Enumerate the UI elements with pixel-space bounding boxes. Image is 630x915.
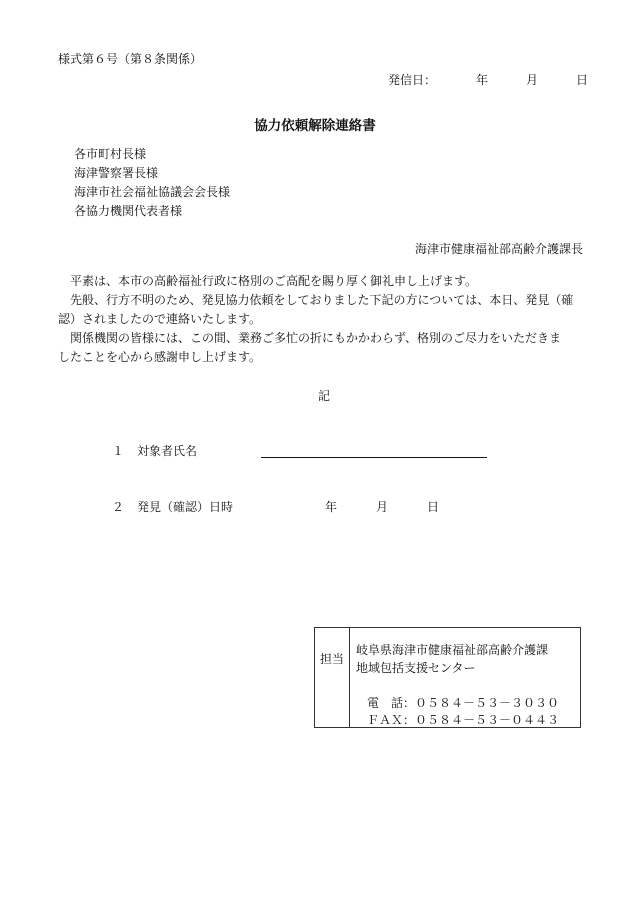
issue-date-year-unit: 年 (476, 73, 489, 87)
issue-date-month-unit: 月 (526, 73, 539, 87)
body-text (58, 272, 591, 367)
contact-fax (367, 712, 559, 728)
sender-name: 海津市健康福祉部高齢介護課長 (414, 242, 583, 256)
body-paragraph-1: 平素は、本市の高齢福祉行政に格別のご高配を賜り厚く御礼申し上げます。 (58, 274, 478, 288)
item-2-day-unit: 日 (427, 500, 440, 514)
contact-divider (349, 628, 350, 727)
item-2-year-unit: 年 (325, 500, 338, 514)
body-paragraph-2-line-1: 先般、行方不明のため、発見協力依頼をしておりました下記の方については、本日、発見（確 (58, 293, 574, 307)
body-paragraph-2-line-2: 認）されましたので連絡いたします。 (58, 312, 262, 326)
addressee-line: 海津警察署長様 (74, 166, 159, 180)
item-1-label: 対象者氏名 (137, 444, 198, 458)
item-2-number: ２ (112, 500, 125, 514)
form-number: 様式第６号（第８条関係） (58, 52, 203, 66)
document-title: 協力依頼解除連絡書 (254, 118, 376, 134)
item-1-number: １ (112, 444, 125, 458)
fax-number: ０５８４－５３－０４４３ (415, 713, 560, 727)
body-paragraph-3-line-1: 関係機関の皆様には、この間、業務ご多忙の折にもかかわらず、格別のご尽力をいただきま (58, 331, 562, 345)
phone-number: ０５８４－５３－３０３０ (415, 696, 560, 710)
item-2-month-unit: 月 (376, 500, 389, 514)
contact-center: 地域包括支援センター (356, 661, 476, 675)
addressee-line: 各市町村長様 (74, 147, 147, 161)
addressee-line: 海津市社会福祉協議会会長様 (74, 185, 231, 199)
contact-box (314, 627, 581, 728)
name-entry-line[interactable] (261, 457, 487, 458)
addressee-line: 各協力機関代表者様 (74, 204, 183, 218)
issue-date-label: 発信日： (388, 73, 437, 87)
body-paragraph-3-line-2: したことを心から感謝申し上げます。 (58, 350, 262, 364)
item-2-label: 発見（確認）日時 (137, 500, 234, 514)
contact-department: 岐阜県海津市健康福祉部高齢介護課 (356, 643, 549, 657)
issue-date-day-unit: 日 (576, 73, 589, 87)
contact-phone (367, 695, 559, 711)
contact-label: 担当 (320, 652, 345, 666)
fax-label: ＦＡＸ： (367, 713, 416, 727)
phone-label: 電 話： (367, 696, 416, 710)
ki-heading: 記 (318, 389, 331, 403)
